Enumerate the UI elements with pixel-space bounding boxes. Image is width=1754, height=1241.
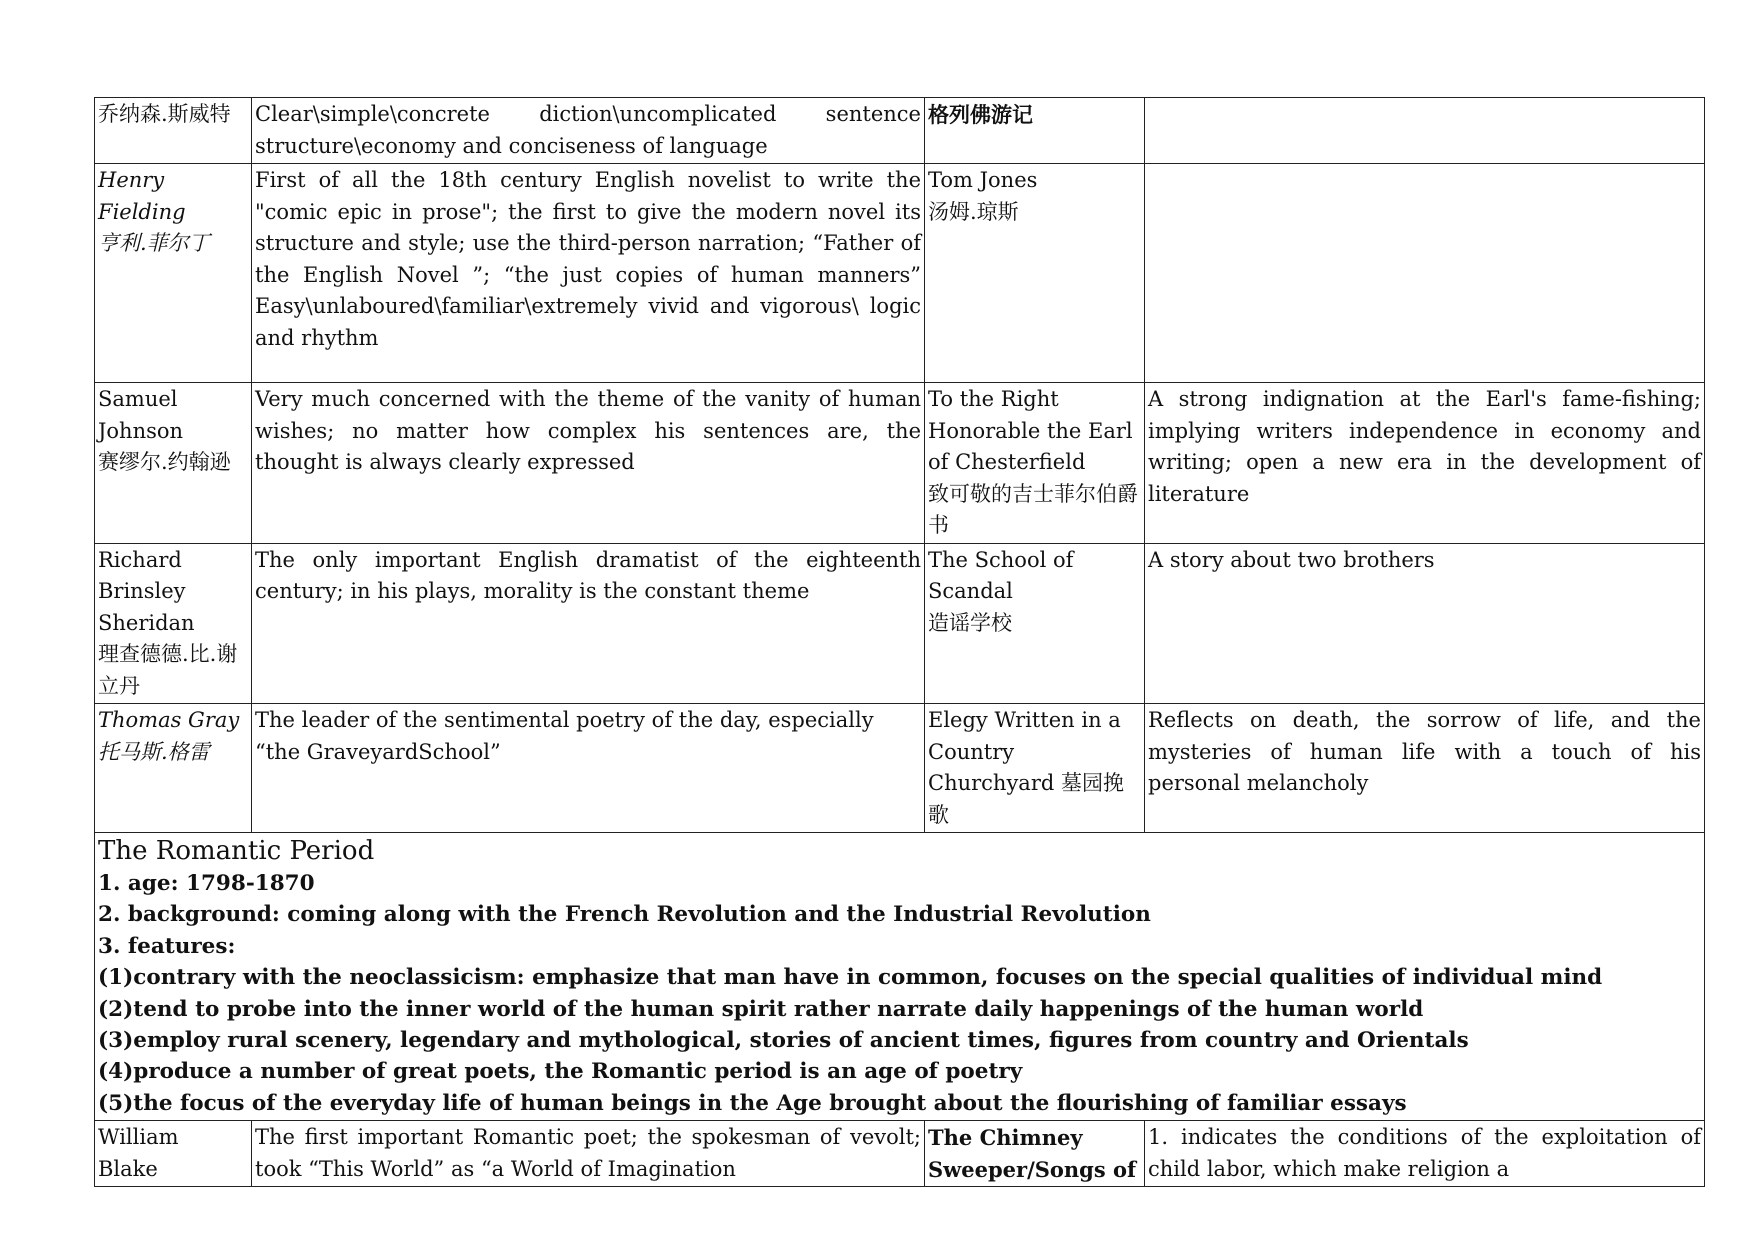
- table-row: [95, 98, 1705, 164]
- author-name: Fielding: [98, 199, 186, 224]
- table-row: [95, 1121, 1705, 1187]
- section-line: (1)contrary with the neoclassicism: emphasize that man have in common, focuses on the special qualities of individual mind: [98, 965, 1603, 991]
- works-cell: [925, 98, 1145, 164]
- author-name: Blake: [98, 1156, 158, 1181]
- works-cell: [925, 704, 1145, 833]
- work-title-chinese: 造谣学校: [928, 610, 1012, 635]
- author-name-chinese: 赛缪尔.约翰逊: [98, 450, 231, 474]
- author-name: Richard: [98, 547, 182, 572]
- section-line: (3)employ rural scenery, legendary and mythological, stories of ancient times, figures from country and Orientals: [98, 1028, 1469, 1054]
- author-cell: [95, 704, 252, 833]
- author-cell: [95, 1121, 252, 1187]
- author-name: Sheridan: [98, 610, 195, 635]
- author-name: Brinsley: [98, 579, 186, 603]
- notes-cell: A story about two brothers: [1145, 543, 1705, 704]
- notes-cell: [1145, 164, 1705, 383]
- section-line: (4)produce a number of great poets, the Romantic period is an age of poetry: [98, 1059, 1023, 1085]
- features-cell: The first important Romantic poet; the spokesman of vevolt; took “This World” as “a World of Imagination: [252, 1121, 925, 1187]
- author-name: William: [98, 1125, 179, 1150]
- section-line: 1. age: 1798-1870: [98, 871, 315, 896]
- work-title: The Chimney Sweeper/Songs of: [928, 1125, 1137, 1182]
- features-cell: Very much concerned with the theme of the vanity of human wishes; no matter how complex his sentences are, the thought is always clearly expressed: [252, 383, 925, 544]
- work-title: Elegy Written in a Country Churchyard 墓园挽歌: [928, 708, 1124, 827]
- notes-cell: A strong indignation at the Earl's fame-fishing; implying writers independence in economy and writing; open a new era in the development of literature: [1145, 383, 1705, 544]
- work-title-chinese: 汤姆.琼斯: [928, 199, 1019, 224]
- section-line: (5)the focus of the everyday life of human beings in the Age brought about the flourishing of familiar essays: [98, 1090, 1407, 1116]
- author-cell: [95, 543, 252, 704]
- works-cell: [925, 543, 1145, 704]
- work-title: Tom Jones: [928, 168, 1038, 192]
- table-row: [95, 704, 1705, 833]
- features-cell: Clear\simple\concrete diction\uncomplicated sentence structure\economy and conciseness of language: [252, 98, 925, 164]
- features-cell: The only important English dramatist of the eighteenth century; in his plays, morality is the constant theme: [252, 543, 925, 704]
- author-name: Samuel: [98, 387, 178, 411]
- notes-cell: 1. indicates the conditions of the exploitation of child labor, which make religion a: [1145, 1121, 1705, 1187]
- romantic-period-section: [95, 833, 1705, 1121]
- work-title-chinese: 致可敬的吉士菲尔伯爵书: [928, 481, 1138, 537]
- section-title: The Romantic Period: [98, 836, 375, 866]
- notes-cell: Reflects on death, the sorrow of life, and the mysteries of human life with a touch of his personal melancholy: [1145, 704, 1705, 833]
- table-row: [95, 543, 1705, 704]
- author-name-chinese: 托马斯.格雷: [98, 739, 210, 764]
- author-cell: [95, 383, 252, 544]
- features-cell: The leader of the sentimental poetry of the day, especially “the GraveyardSchool”: [252, 704, 925, 833]
- author-name-chinese: 理查德德.比.谢立丹: [98, 642, 238, 698]
- author-cell: [95, 98, 252, 164]
- author-name: Johnson: [98, 418, 184, 443]
- notes-cell: [1145, 98, 1705, 164]
- work-title: To the Right Honorable the Earl of Chesterfield: [928, 387, 1133, 474]
- works-cell: [925, 164, 1145, 383]
- works-cell: [925, 383, 1145, 544]
- author-name-chinese: 亨利.菲尔丁: [98, 231, 210, 255]
- literature-table: [94, 97, 1705, 1187]
- author-name: Henry: [98, 168, 165, 192]
- author-name: Thomas Gray: [98, 708, 240, 732]
- work-title: The School of Scandal: [928, 547, 1074, 603]
- section-line: (2)tend to probe into the inner world of the human spirit rather narrate daily happenings of the human world: [98, 996, 1424, 1022]
- section-row: [95, 833, 1705, 1121]
- section-line: 2. background: coming along with the French Revolution and the Industrial Revolution: [98, 902, 1151, 928]
- author-name: 乔纳森.斯威特: [98, 102, 231, 126]
- works-cell: [925, 1121, 1145, 1187]
- table-row: [95, 164, 1705, 383]
- work-title: 格列佛游记: [928, 102, 1033, 127]
- features-cell: First of all the 18th century English novelist to write the "comic epic in prose"; the first to give the modern novel its structure and style; use the third-person narration; “Father of the English Novel ”; “the just copies of human manners” Easy\unlaboured\familiar\extremely vivid and vigorous\ logic and rhythm: [252, 164, 925, 383]
- section-line: 3. features:: [98, 933, 236, 959]
- table-row: [95, 383, 1705, 544]
- author-cell: [95, 164, 252, 383]
